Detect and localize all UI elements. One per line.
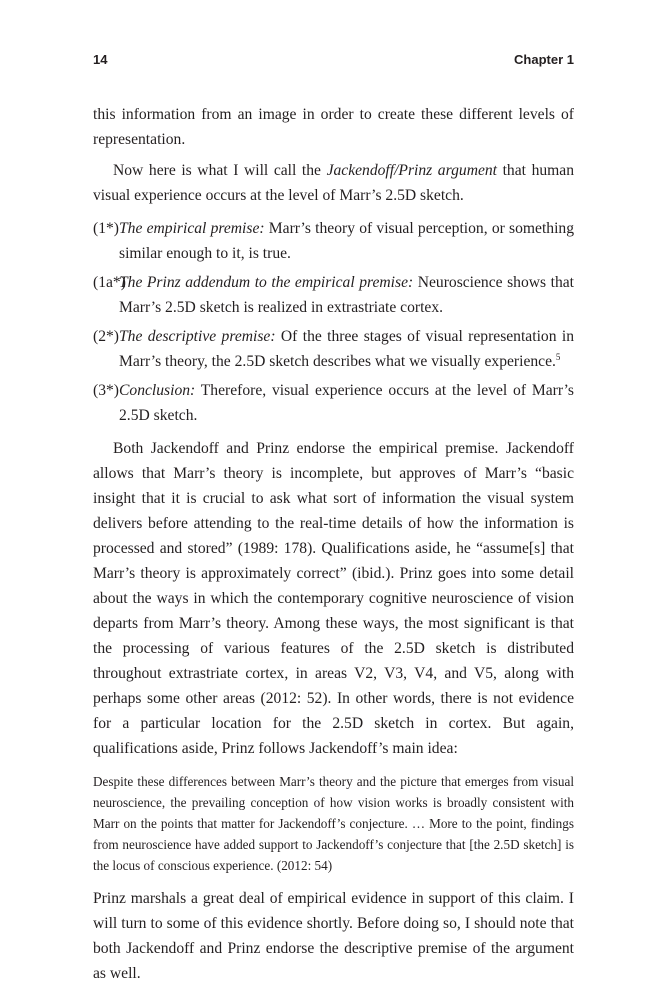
premise-marker: (1a*) bbox=[93, 274, 126, 291]
paragraph-continued: this information from an image in order to create these different levels of representation. bbox=[93, 106, 574, 148]
intro-text-after: that human visual experience occurs at the level of Marr’s 2.5D sketch. bbox=[93, 162, 575, 204]
main-text bbox=[93, 102, 574, 986]
premise-item bbox=[93, 270, 574, 320]
premise-item bbox=[93, 378, 574, 428]
premise-lead: The Prinz addendum to the empirical premise: bbox=[119, 274, 414, 291]
premise-marker: (2*) bbox=[93, 328, 119, 345]
premise-text: Of the three stages of visual representation in Marr’s theory, the 2.5D sketch describes what we visually experience. bbox=[119, 328, 574, 370]
premise-lead: The empirical premise: bbox=[119, 220, 265, 237]
argument-name: Jackendoff/Prinz argument bbox=[326, 162, 498, 179]
page-number: 14 bbox=[93, 52, 108, 67]
premise-lead: Conclusion: bbox=[119, 382, 196, 399]
paragraph-argument-intro bbox=[93, 158, 574, 208]
premise-text: Neuroscience shows that Marr’s 2.5D sketch is realized in extrastriate cortex. bbox=[119, 274, 574, 316]
intro-text-before: Now here is what I will call the bbox=[113, 162, 327, 179]
premise-text: Marr’s theory of visual perception, or something similar enough to it, is true. bbox=[119, 220, 574, 262]
paragraph-empirical-premise: Both Jackendoff and Prinz endorse the empirical premise. Jackendoff allows that Marr’s theory is incomplete, but approves of Marr’s “basic insight that it is crucial to ask what sort of information the visual system delivers before attending to the real-time details of how the information is processed and stored” (1989: 178). Qualifications aside, he “assume[s] that Marr’s theory is approximately correct” (ibid.). Prinz goes into some detail about the ways in which the contemporary cognitive neuroscience of vision departs from Marr’s theory. Among these ways, the most significant is that the processing of various features of the 2.5D sketch is distributed throughout extrastriate cortex, in areas V2, V3, V4, and V5, along with perhaps some other areas (2012: 52). In other words, there is not evidence for a particular location for the 2.5D sketch in cortex. But again, qualifications aside, Prinz follows Jackendoff’s main idea: bbox=[93, 440, 574, 757]
premise-text: Therefore, visual experience occurs at the level of Marr’s 2.5D sketch. bbox=[119, 382, 574, 424]
premise-marker: (3*) bbox=[93, 382, 119, 399]
premise-list bbox=[93, 216, 574, 428]
premise-item bbox=[93, 324, 574, 374]
premise-item bbox=[93, 216, 574, 266]
premise-marker: (1*) bbox=[93, 220, 119, 237]
premise-lead: The descriptive premise: bbox=[119, 328, 276, 345]
block-quote: Despite these differences between Marr’s theory and the picture that emerges from visual neuroscience, the prevailing conception of how vision works is broadly consistent with Marr on the points that matter for Jackendoff’s conjecture. … More to the point, findings from neuroscience have added support to Jackendoff’s conjecture that [the 2.5D sketch] is the locus of conscious experience. (2012: 54) bbox=[93, 774, 574, 873]
paragraph-descriptive-premise: Prinz marshals a great deal of empirical evidence in support of this claim. I will turn to some of this evidence shortly. Before doing so, I should note that both Jackendoff and Prinz endorse the descriptive premise of the argument as well. bbox=[93, 890, 574, 982]
footnote-marker[interactable]: 5 bbox=[555, 352, 561, 362]
chapter-title: Chapter 1 bbox=[514, 52, 574, 67]
